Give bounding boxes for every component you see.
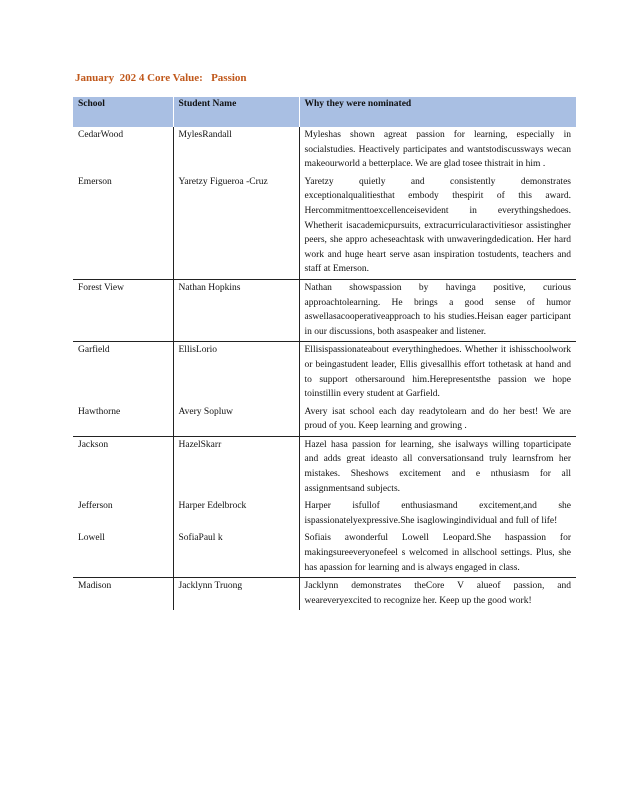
- school-cell: Hawthorne: [73, 404, 173, 437]
- school-cell: Madison: [78, 581, 112, 592]
- column-header-reason: Why they were nominated: [299, 97, 576, 127]
- table-header-row: [73, 97, 576, 127]
- school-cell: Jackson: [78, 439, 109, 450]
- table-row: [73, 342, 576, 404]
- student-name-cell: Jacklynn Truong: [173, 578, 299, 611]
- school-cell: Emerson: [73, 174, 173, 280]
- reason-cell: Jacklynn demonstrates theCore V alueof passion, and weareveryexcited to recognize her. Keep up the good work!: [299, 578, 576, 611]
- column-header-school: School: [73, 97, 173, 127]
- reason-cell: Nathan showspassion by havinga positive, curious approachtolearning. He brings a good sense of humor aswellasacooperativeapproach to his studies.Heisan eager participant in our discussions, both asaspeaker and listener.: [299, 279, 576, 341]
- page-title: January 202 4 Core Value: Passion: [75, 72, 247, 84]
- reason-cell: Yaretzy quietly and consistently demonstrates exceptionalqualitiesthat embody thespirit of this award. Hercommitmenttoexcellenceisevident in everythingshedoes. Whetherit isacademicpursuits, extracurricularactivitiesor assistingher peers, she appro acheseachtask with unwaveringdedication. Her hard work and huge heart serve asan inspiration tostudents, teachers and staff at Emerson.: [299, 174, 576, 280]
- school-cell: Forest View: [73, 279, 173, 341]
- reason-cell: Avery isat school each day readytolearn and do her best! We are proud of you. Keep learning and growing .: [299, 404, 576, 437]
- student-name-cell: Harper Edelbrock: [173, 498, 299, 530]
- school-cell: Lowell: [73, 530, 173, 577]
- reason-cell: Sofiais awonderful Lowell Leopard.She haspassion for makingsureeveryonefeel s welcomed in allschool settings. Plus, she has apassion for learning and is always engaged in class.: [299, 530, 576, 577]
- school-cell: CedarWood: [78, 130, 124, 140]
- nominations-table: [73, 97, 576, 610]
- table-row: [73, 404, 576, 437]
- student-name-cell: MylesRandall: [173, 127, 299, 174]
- student-name-cell: Nathan Hopkins: [173, 279, 299, 341]
- student-name-cell: EllisLorio: [173, 342, 299, 404]
- student-name-cell: Avery Sopluw: [173, 404, 299, 437]
- reason-cell: Ellisispassionateabout everythinghedoes. Whether it ishisschoolwork or beingastudent leader, Ellis givesallhis effort tothetask at hand and to support othersaround him.Herepresentsthe passion we hope toinstillin every student at Garfield.: [299, 342, 576, 404]
- student-name-cell: HazelSkarr: [173, 436, 299, 498]
- reason-cell: Harper isfullof enthusiasmand excitement,and she ispassionatelyexpressive.She isaglowingindividual and full of life!: [299, 498, 576, 530]
- table-row: [73, 174, 576, 280]
- table-row: [73, 279, 576, 341]
- school-cell: Jefferson: [78, 501, 113, 512]
- reason-cell: Myleshas shown agreat passion for learning, especially in socialstudies. Heactively participates and wantstodiscussways wecan makeourworld a betterplace. We are glad tosee thistrait in him .: [299, 127, 576, 174]
- table-row: [73, 498, 576, 530]
- table-row: [73, 436, 576, 498]
- student-name-cell: SofiaPaul k: [173, 530, 299, 577]
- reason-cell: Hazel hasa passion for learning, she isalways willing toparticipate and adds great ideasto all conversationsand truly learnsfrom her mistakes. Sheshows excitement and e nthusiasm for all assignmentsand subjects.: [299, 436, 576, 498]
- table-row: [73, 530, 576, 577]
- column-header-student-name: Student Name: [173, 97, 299, 127]
- table-row: [73, 127, 576, 174]
- school-cell: Garfield: [78, 345, 110, 356]
- student-name-cell: Yaretzy Figueroa -Cruz: [173, 174, 299, 280]
- table-row: [73, 578, 576, 611]
